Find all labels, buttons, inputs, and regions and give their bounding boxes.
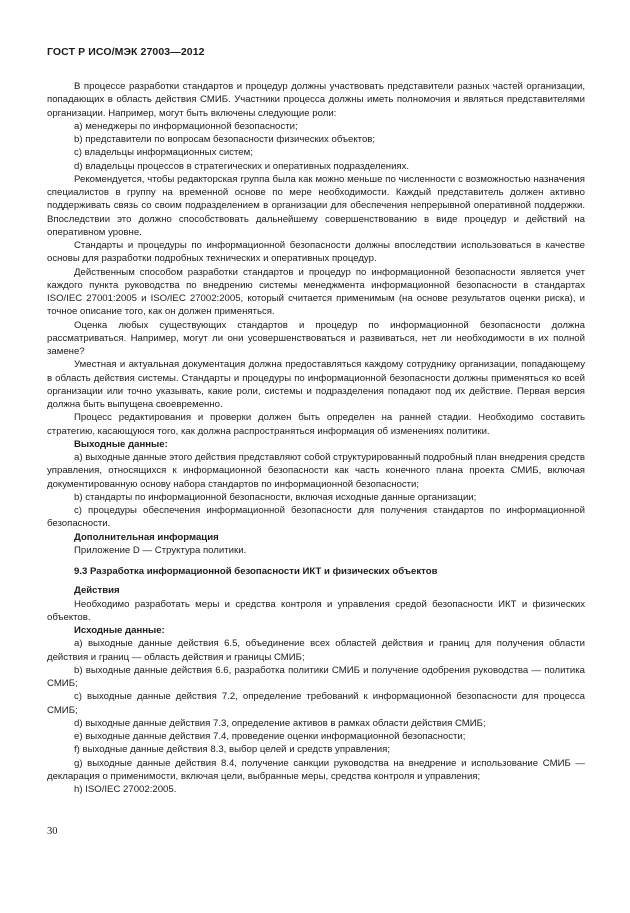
list-item: а) выходные данные действия 6.5, объединение всех областей действия и границ для получения области действия и границ — область действия и границы СМИБ; [47,638,585,663]
paragraph: Стандарты и процедуры по информационной безопасности должны впоследствии использоваться в качестве основы для разработки подробных технических и оперативных процедур. [47,240,585,265]
list-item: d) выходные данные действия 7.3, определение активов в рамках области действия СМИБ; [74,717,486,729]
section-heading: 9.3 Разработка информационной безопасности ИКТ и физических объектов [74,566,438,577]
list-item: а) менеджеры по информационной безопасности; [74,120,298,132]
subheading-additional-info: Дополнительная информация [74,531,219,543]
document-header: ГОСТ Р ИСО/МЭК 27003—2012 [47,46,205,58]
list-item: e) выходные данные действия 7.4, проведение оценки информационной безопасности; [74,731,466,742]
paragraph: Необходимо разработать меры и средства контроля и управления средой безопасности ИКТ и физических объектов. [47,598,585,623]
list-item: f) выходные данные действия 8.3, выбор целей и средств управления; [74,744,391,756]
list-item: b) представители по вопросам безопасности физических объектов; [74,134,376,145]
document-body [47,80,585,796]
list-item: h) ISO/IEC 27002:2005. [74,784,177,795]
list-item: d) владельцы процессов в стратегических и оперативных подразделениях. [74,160,410,172]
page-number: 30 [47,826,58,837]
paragraph: Приложение D — Структура политики. [74,544,247,556]
paragraph: Оценка любых существующих стандартов и процедур по информационной безопасности должна рассматриваться. Например, могут ли они усовершенствоваться и развиваться, нет ли необходимости в их полной замене? [47,319,585,357]
list-item: c) владельцы информационных систем; [74,147,253,159]
list-item: c) процедуры обеспечения информационной безопасности для получения стандартов по информационной безопасности. [47,505,585,530]
list-item: b) выходные данные действия 6.6, разработка политики СМИБ и получение одобрения руководства — политика СМИБ; [47,664,585,689]
list-item: b) стандарты по информационной безопасности, включая исходные данные организации; [74,491,477,503]
subheading-output: Выходные данные: [74,438,168,450]
list-item: c) выходные данные действия 7.2, определение требований к информационной безопасности для процесса СМИБ; [47,691,585,716]
subheading-actions: Действия [74,585,120,597]
paragraph: Рекомендуется, чтобы редакторская группа была как можно меньше по численности с возможностью назначения специалистов в группу на временной основе по мере необходимости. Каждый представитель должен активно поддерживать связь со своим подразделением в организации для обеспечения непрерывной оперативной поддержки. Впоследствии это должно способствовать дальнейшему совершенствованию в виде процедур и действий на оперативном уровне. [47,173,585,238]
paragraph: Уместная и актуальная документация должна предоставляться каждому сотруднику организации, попадающему в область действия системы. Стандарты и процедуры по информационной безопасности должны применяться ко всей организации или точно указывать, какие роли, системы и подразделения попадают под их действие. Первая версия должна быть выпущена своевременно. [47,359,585,410]
paragraph: Процесс редактирования и проверки должен быть определен на ранней стадии. Необходимо составить стратегию, касающуюся того, как должна распространяться информация об изменениях политики. [47,412,585,437]
list-item: g) выходные данные действия 8.4, получение санкции руководства на внедрение и использование СМИБ — декларация о применимости, включая цели, выбранные меры, средства контроля и управления; [47,757,585,782]
paragraph: Действенным способом разработки стандартов и процедур по информационной безопасности является учет каждого пункта руководства по внедрению системы менеджмента информационной безопасности в стандартах ISO/IEC 27001:2005 и ISO/IEC 27002:2005, который считается применимым (на основе результатов оценки риска), и точное описание того, как он должен применяться. [47,266,585,318]
paragraph: В процессе разработки стандартов и процедур должны участвовать представители разных частей организации, попадающих в область действия СМИБ. Участники процесса должны иметь полномочия и являться представителями организации. Например, могут быть включены следующие роли: [47,81,585,119]
list-item: а) выходные данные этого действия представляют собой структурированный подробный план внедрения средств управления, относящихся к информационной безопасности как часть конечного плана проекта СМИБ, включая документированную основу набора стандартов по информационной безопасности; [47,452,585,490]
subheading-input: Исходные данные: [74,625,165,636]
